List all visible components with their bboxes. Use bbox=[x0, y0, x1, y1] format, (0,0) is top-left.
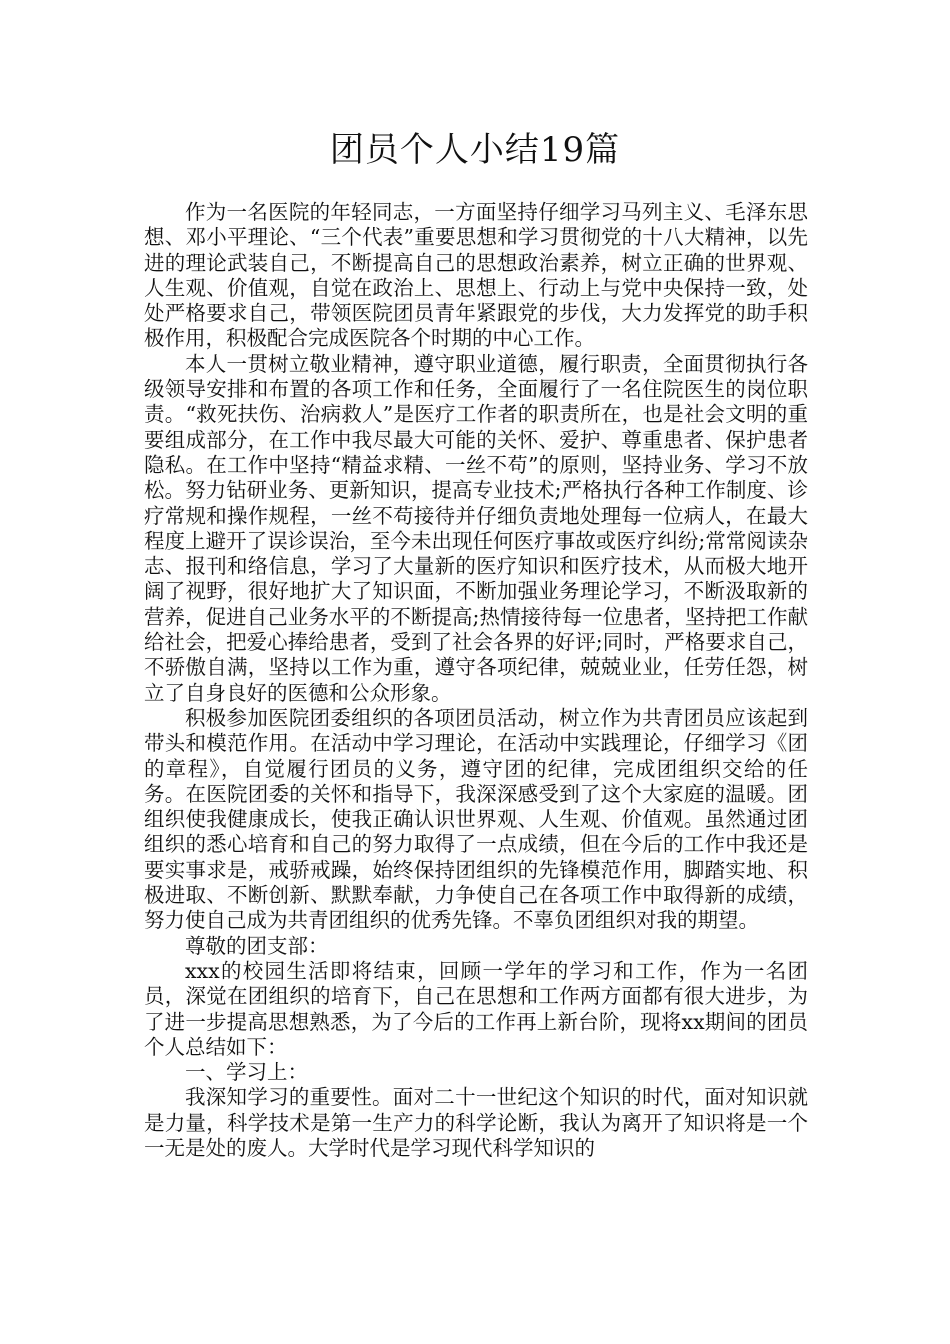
section-heading-study: 一、学习上： bbox=[185, 1060, 308, 1085]
paragraph-summary-intro: xxx的校园生活即将结束，回顾一学年的学习和工作，作为一名团员，深觉在团组织的培育下，自己在思想和工作两方面都有很大进步，为了进一步提高思想熟悉，为了今后的工作再上新台阶，现将xx期间的团员个人总结如下： bbox=[144, 958, 808, 1059]
document-title: 团员个人小结19篇 bbox=[329, 130, 621, 170]
document-body bbox=[144, 200, 808, 1161]
paragraph-league-activities: 积极参加医院团委组织的各项团员活动，树立作为共青团员应该起到带头和模范作用。在活动中学习理论，在活动中实践理论，仔细学习《团的章程》，自觉履行团员的义务，遵守团的纪律，完成团组织交给的任务。在医院团委的关怀和指导下，我深深感受到了这个大家庭的温暖。团组织使我健康成长，使我正确认识世界观、人生观、价值观。虽然通过团组织的悉心培育和自己的努力取得了一点成绩，但在今后的工作中我还是要实事求是，戒骄戒躁，始终保持团组织的先锋模范作用，脚踏实地、积极进取、不断创新、默默奉献，力争使自己在各项工作中取得新的成绩，努力使自己成为共青团组织的优秀先锋。不辜负团组织对我的期望。 bbox=[144, 705, 808, 933]
paragraph-work-ethic: 本人一贯树立敬业精神，遵守职业道德，履行职责，全面贯彻执行各级领导安排和布置的各项工作和任务，全面履行了一名住院医生的岗位职责。“救死扶伤、治病救人”是医疗工作者的职责所在，也是社会文明的重要组成部分，在工作中我尽最大可能的关怀、爱护、尊重患者、保护患者隐私。在工作中坚持“精益求精、一丝不苟”的原则，坚持业务、学习不放松。努力钻研业务、更新知识，提高专业技术;严格执行各种工作制度、诊疗常规和操作规程，一丝不苟接待并仔细负责地处理每一位病人，在最大程度上避开了误诊误治，至今未出现任何医疗事故或医疗纠纷;常常阅读杂志、报刊和络信息，学习了大量新的医疗知识和医疗技术，从而极大地开阔了视野，很好地扩大了知识面，不断加强业务理论学习，不断汲取新的营养，促进自己业务水平的不断提高;热情接待每一位患者，坚持把工作献给社会，把爱心捧给患者，受到了社会各界的好评;同时，严格要求自己，不骄傲自满，坚持以工作为重，遵守各项纪律，兢兢业业，任劳任怨，树立了自身良好的医德和公众形象。 bbox=[144, 351, 808, 705]
paragraph-salutation: 尊敬的团支部： bbox=[185, 933, 329, 958]
paragraph-study: 我深知学习的重要性。面对二十一世纪这个知识的时代，面对知识就是力量，科学技术是第一生产力的科学论断，我认为离开了知识将是一个一无是处的废人。大学时代是学习现代科学知识的 bbox=[144, 1085, 808, 1160]
paragraph-intro: 作为一名医院的年轻同志，一方面坚持仔细学习马列主义、毛泽东思想、邓小平理论、“三个代表”重要思想和学习贯彻党的十八大精神，以先进的理论武装自己，不断提高自己的思想政治素养，树立正确的世界观、人生观、价值观，自觉在政治上、思想上、行动上与党中央保持一致，处处严格要求自己，带领医院团员青年紧跟党的步伐，大力发挥党的助手积极作用，积极配合完成医院各个时期的中心工作。 bbox=[144, 200, 808, 351]
